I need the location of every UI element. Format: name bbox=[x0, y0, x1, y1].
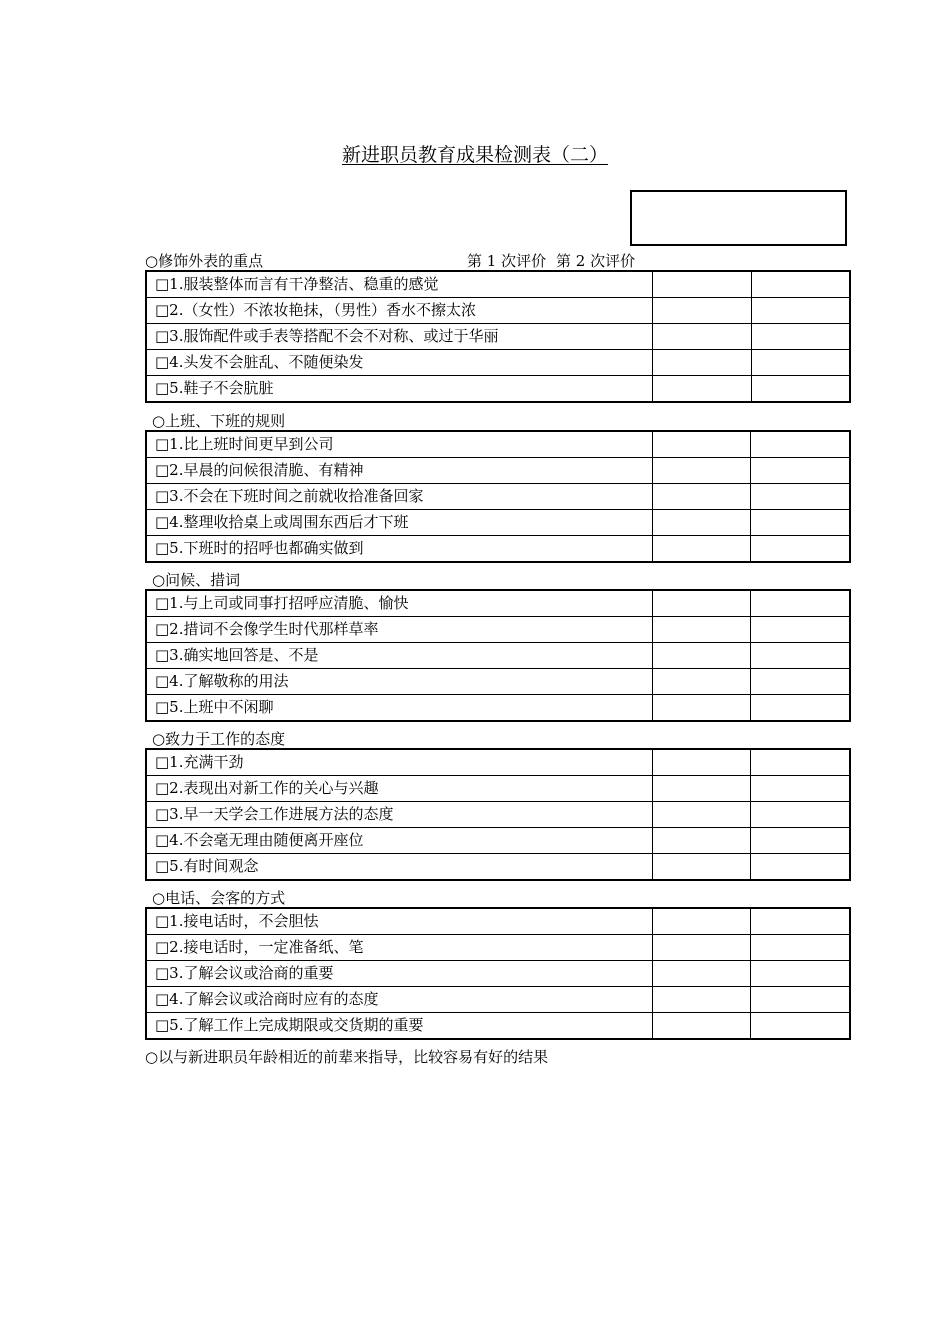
section-5-table bbox=[145, 907, 851, 1040]
eval-1-cell[interactable] bbox=[653, 376, 751, 403]
eval-1-cell[interactable] bbox=[652, 695, 751, 722]
eval-1-cell[interactable] bbox=[652, 510, 751, 536]
eval-1-cell[interactable] bbox=[652, 749, 751, 776]
eval-1-cell[interactable] bbox=[652, 1013, 751, 1040]
eval-2-cell[interactable] bbox=[751, 695, 850, 722]
table-row bbox=[146, 908, 850, 935]
eval-1-cell[interactable] bbox=[652, 536, 751, 563]
item-text: □5.有时间观念 bbox=[146, 854, 652, 881]
item-text: □4.头发不会脏乱、不随便染发 bbox=[146, 350, 653, 376]
table-row bbox=[146, 590, 850, 617]
item-text: □1.服装整体而言有干净整洁、稳重的感觉 bbox=[146, 271, 653, 298]
eval-2-cell[interactable] bbox=[751, 590, 850, 617]
score-box bbox=[630, 190, 847, 246]
table-row bbox=[146, 669, 850, 695]
item-text: □4.了解敬称的用法 bbox=[146, 669, 652, 695]
table-row bbox=[146, 854, 850, 881]
item-text: □4.不会毫无理由随便离开座位 bbox=[146, 828, 652, 854]
eval-1-cell[interactable] bbox=[652, 643, 751, 669]
table-row bbox=[146, 298, 850, 324]
eval-1-cell[interactable] bbox=[652, 431, 751, 458]
item-text: □2.表现出对新工作的关心与兴趣 bbox=[146, 776, 652, 802]
table-row bbox=[146, 484, 850, 510]
item-text: □1.接电话时，不会胆怯 bbox=[146, 908, 652, 935]
eval-2-cell[interactable] bbox=[751, 854, 850, 881]
table-row bbox=[146, 431, 850, 458]
item-text: □2.接电话时，一定准备纸、笔 bbox=[146, 935, 652, 961]
eval-1-cell[interactable] bbox=[653, 271, 751, 298]
item-text: □3.早一天学会工作进展方法的态度 bbox=[146, 802, 652, 828]
eval-2-cell[interactable] bbox=[751, 536, 850, 563]
eval-1-cell[interactable] bbox=[652, 987, 751, 1013]
eval-1-cell[interactable] bbox=[653, 324, 751, 350]
table-row bbox=[146, 961, 850, 987]
item-text: □1.与上司或同事打招呼应清脆、愉快 bbox=[146, 590, 652, 617]
item-text: □5.了解工作上完成期限或交货期的重要 bbox=[146, 1013, 652, 1040]
eval-2-cell[interactable] bbox=[751, 908, 850, 935]
item-text: □3.了解会议或洽商的重要 bbox=[146, 961, 652, 987]
table-row bbox=[146, 828, 850, 854]
table-row bbox=[146, 458, 850, 484]
eval-1-cell[interactable] bbox=[652, 458, 751, 484]
item-text: □3.服饰配件或手表等搭配不会不对称、或过于华丽 bbox=[146, 324, 653, 350]
section-label-2: ○上班、下班的规则 bbox=[152, 412, 286, 430]
eval-2-cell[interactable] bbox=[751, 510, 850, 536]
section-1-table bbox=[145, 270, 851, 403]
eval-2-cell[interactable] bbox=[751, 1013, 850, 1040]
item-text: □2.措词不会像学生时代那样草率 bbox=[146, 617, 652, 643]
table-row bbox=[146, 987, 850, 1013]
item-text: □5.下班时的招呼也都确实做到 bbox=[146, 536, 652, 563]
eval-2-cell[interactable] bbox=[751, 484, 850, 510]
eval-1-cell[interactable] bbox=[652, 484, 751, 510]
table-row bbox=[146, 802, 850, 828]
eval-2-cell[interactable] bbox=[751, 961, 850, 987]
item-text: □2.（女性）不浓妆艳抹，（男性）香水不擦太浓 bbox=[146, 298, 653, 324]
item-text: □5.上班中不闲聊 bbox=[146, 695, 652, 722]
eval-2-cell[interactable] bbox=[751, 458, 850, 484]
eval-1-cell[interactable] bbox=[653, 298, 751, 324]
section-3-table bbox=[145, 589, 851, 722]
table-row bbox=[146, 643, 850, 669]
eval-2-cell[interactable] bbox=[751, 431, 850, 458]
item-text: □3.确实地回答是、不是 bbox=[146, 643, 652, 669]
footer-note: ○以与新进职员年龄相近的前辈来指导，比较容易有好的结果 bbox=[145, 1048, 549, 1066]
table-row bbox=[146, 1013, 850, 1040]
eval-2-cell[interactable] bbox=[751, 324, 850, 350]
section-label-5: ○电话、会客的方式 bbox=[152, 889, 286, 907]
table-row bbox=[146, 935, 850, 961]
item-text: □2.早晨的问候很清脆、有精神 bbox=[146, 458, 652, 484]
section-label-1: ○修饰外表的重点 bbox=[145, 252, 264, 270]
item-text: □5.鞋子不会肮脏 bbox=[146, 376, 653, 403]
eval-1-cell[interactable] bbox=[652, 854, 751, 881]
eval-2-cell[interactable] bbox=[751, 776, 850, 802]
eval-1-cell[interactable] bbox=[652, 776, 751, 802]
table-row bbox=[146, 376, 850, 403]
item-text: □3.不会在下班时间之前就收拾准备回家 bbox=[146, 484, 652, 510]
eval-1-cell[interactable] bbox=[652, 669, 751, 695]
eval-2-cell[interactable] bbox=[751, 749, 850, 776]
eval-2-header: 第 2 次评价 bbox=[556, 252, 636, 270]
item-text: □4.了解会议或洽商时应有的态度 bbox=[146, 987, 652, 1013]
eval-2-cell[interactable] bbox=[751, 669, 850, 695]
eval-2-cell[interactable] bbox=[751, 271, 850, 298]
section-label-3: ○问候、措词 bbox=[152, 571, 241, 589]
eval-2-cell[interactable] bbox=[751, 643, 850, 669]
eval-2-cell[interactable] bbox=[751, 376, 850, 403]
title-text: 新进职员教育成果检测表（二） bbox=[341, 144, 608, 166]
section-label-4: ○致力于工作的态度 bbox=[152, 730, 286, 748]
section-2-table bbox=[145, 430, 851, 563]
eval-1-cell[interactable] bbox=[652, 590, 751, 617]
table-row bbox=[146, 749, 850, 776]
table-row bbox=[146, 536, 850, 563]
eval-2-cell[interactable] bbox=[751, 802, 850, 828]
item-text: □1.比上班时间更早到公司 bbox=[146, 431, 652, 458]
eval-1-header: 第 1 次评价 bbox=[467, 252, 547, 270]
table-row bbox=[146, 695, 850, 722]
eval-2-cell[interactable] bbox=[751, 987, 850, 1013]
section-4-table bbox=[145, 748, 851, 881]
evaluation-header-row bbox=[145, 252, 850, 270]
table-row bbox=[146, 617, 850, 643]
table-row bbox=[146, 271, 850, 298]
table-row bbox=[146, 510, 850, 536]
item-text: □1.充满干劲 bbox=[146, 749, 652, 776]
eval-1-cell[interactable] bbox=[652, 908, 751, 935]
table-row bbox=[146, 324, 850, 350]
eval-1-cell[interactable] bbox=[652, 828, 751, 854]
eval-1-cell[interactable] bbox=[652, 802, 751, 828]
page-title bbox=[0, 142, 950, 168]
item-text: □4.整理收拾桌上或周围东西后才下班 bbox=[146, 510, 652, 536]
eval-2-cell[interactable] bbox=[751, 617, 850, 643]
eval-2-cell[interactable] bbox=[751, 298, 850, 324]
eval-1-cell[interactable] bbox=[652, 617, 751, 643]
eval-2-cell[interactable] bbox=[751, 828, 850, 854]
eval-2-cell[interactable] bbox=[751, 350, 850, 376]
eval-1-cell[interactable] bbox=[652, 961, 751, 987]
eval-2-cell[interactable] bbox=[751, 935, 850, 961]
table-row bbox=[146, 350, 850, 376]
table-row bbox=[146, 776, 850, 802]
eval-1-cell[interactable] bbox=[653, 350, 751, 376]
eval-1-cell[interactable] bbox=[652, 935, 751, 961]
